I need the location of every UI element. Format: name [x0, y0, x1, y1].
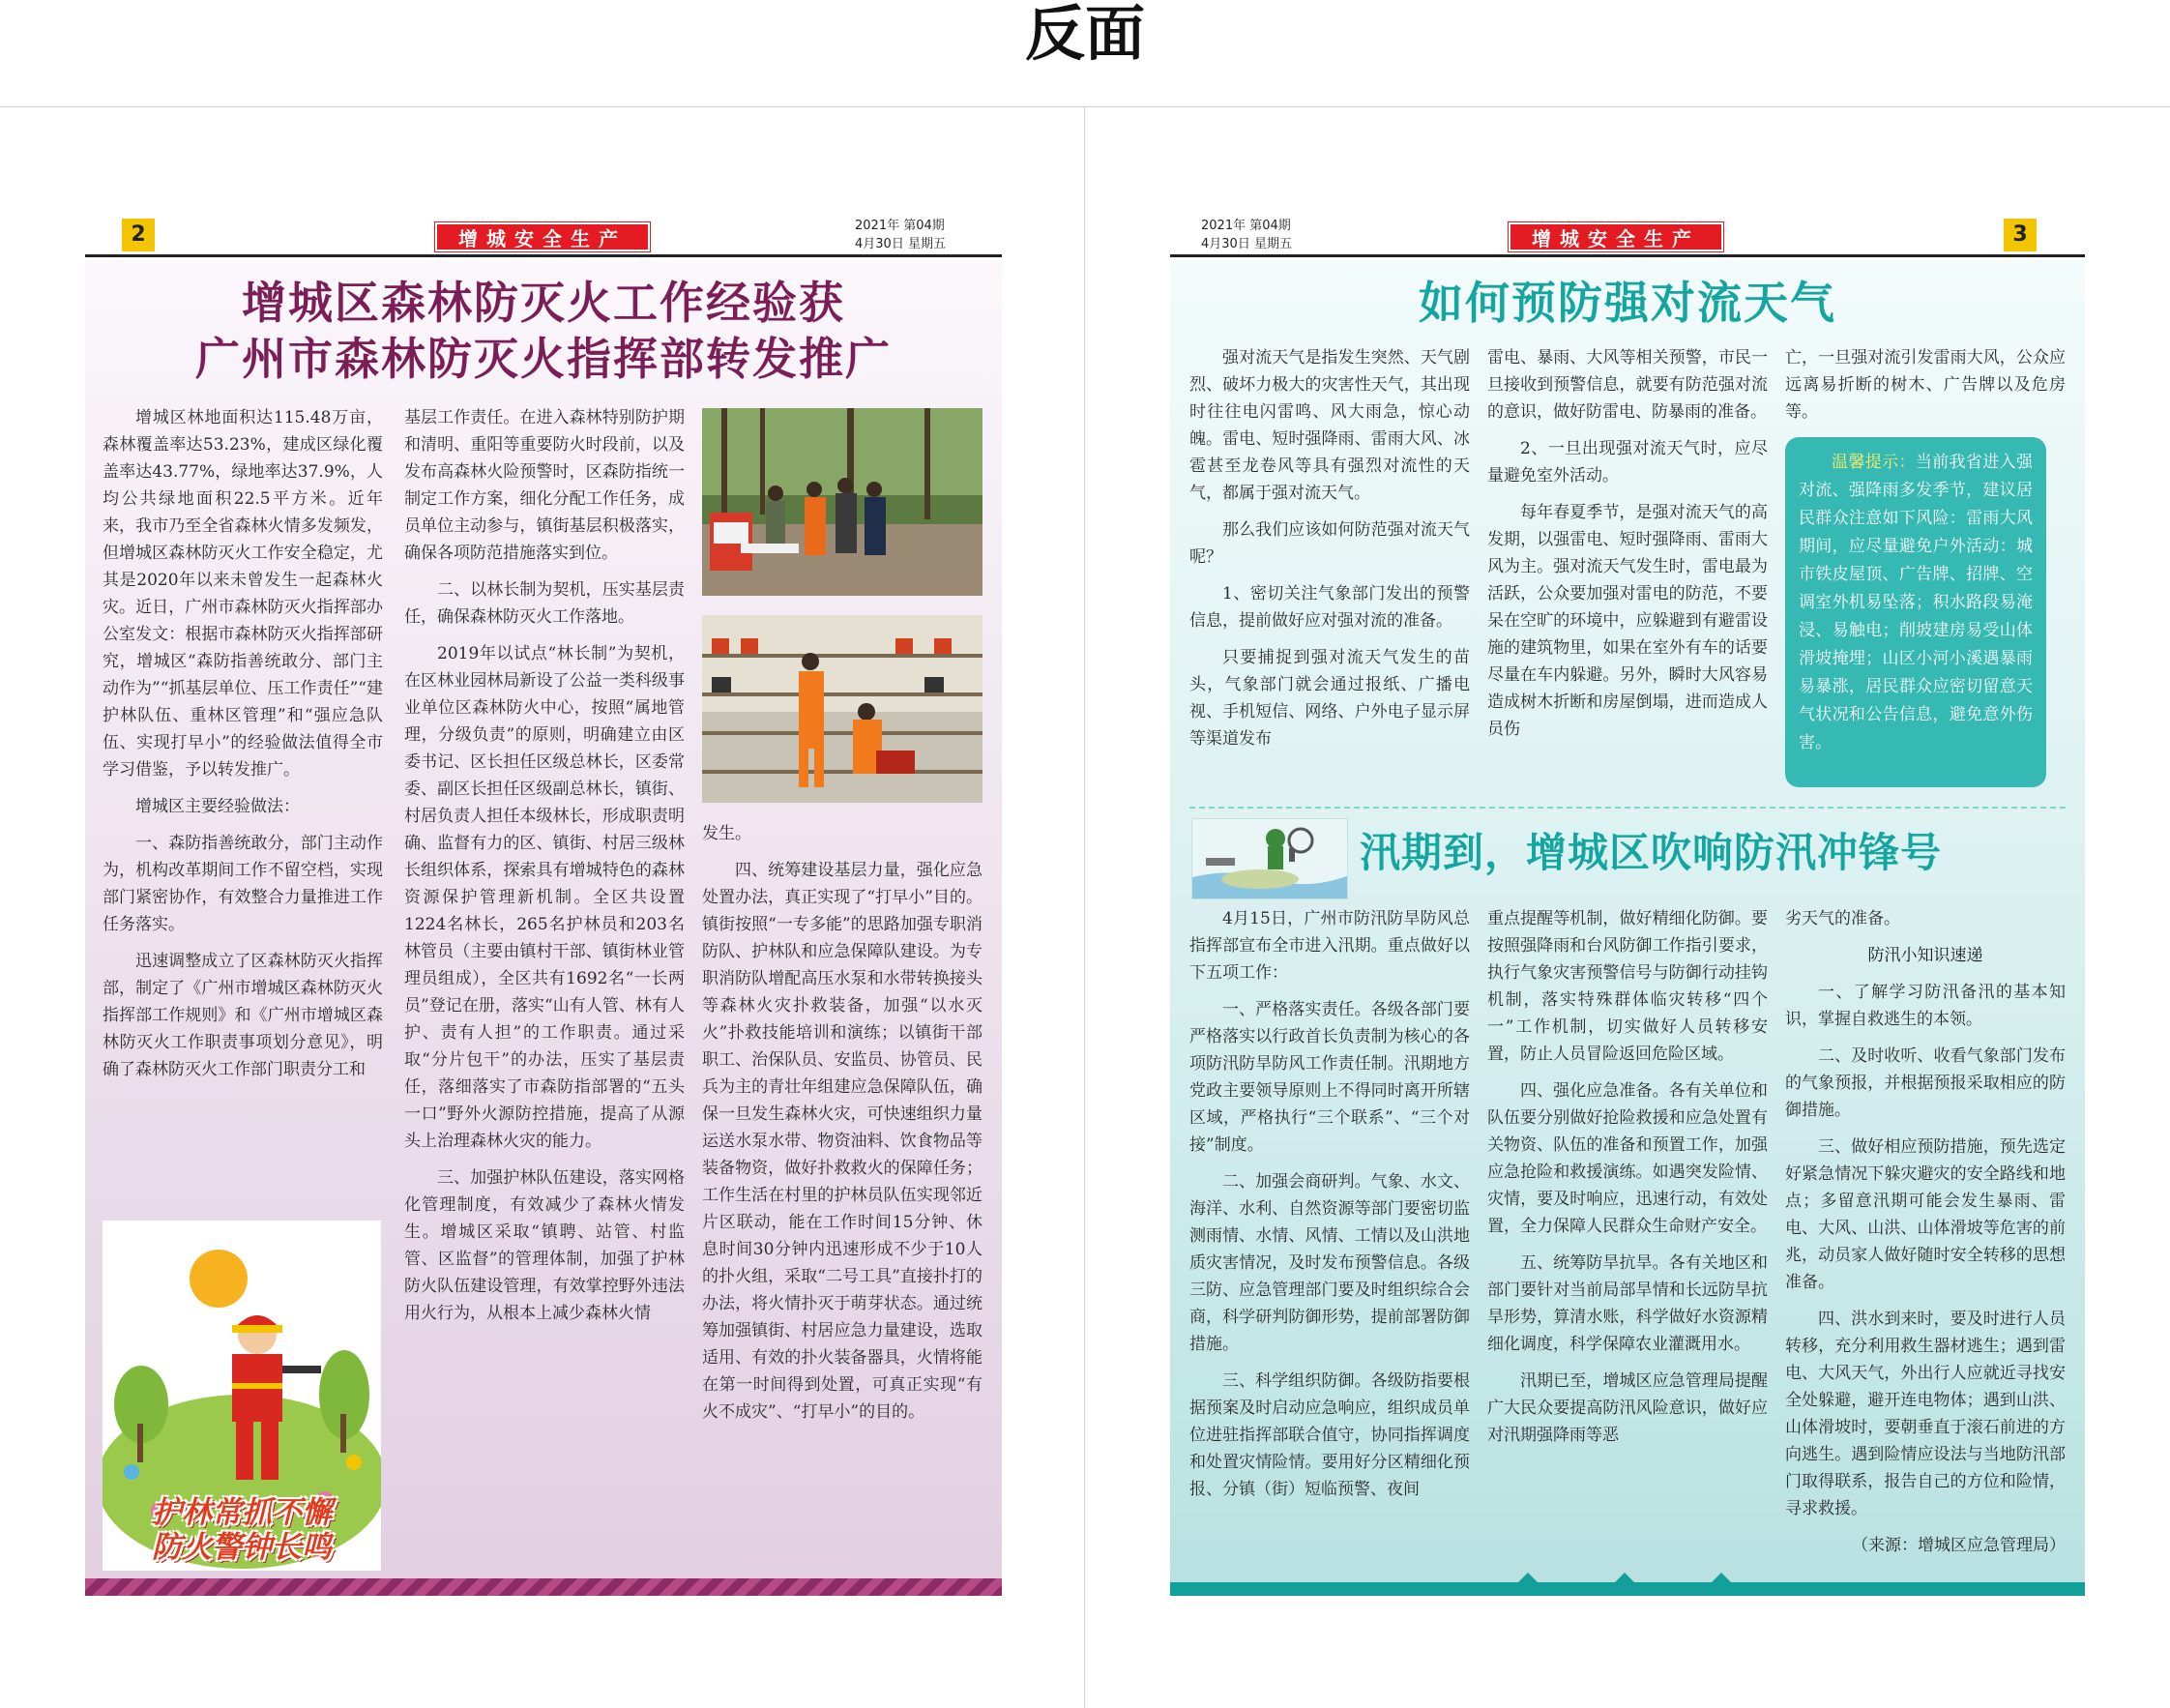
paragraph: 只要捕捉到强对流天气发生的苗头，气象部门就会通过报纸、广播电视、手机短信、网络、户外电子显示屏等渠道发布 — [1189, 648, 1470, 749]
flood-column-3 — [1785, 905, 2066, 1569]
paragraph: 基层工作责任。在进入森林特别防护期和清明、重阳等重要防火时段前，以及发布高森林火险预警时，区森防指统一制定工作方案，细化分配工作任务，成员单位主动参与，镇街基层积极落实，确保各项防范措施落实到位。 — [404, 408, 685, 563]
issue-info — [855, 217, 946, 253]
page-number: 3 — [2004, 219, 2037, 251]
issue-number: 2021年 第04期 — [855, 219, 945, 233]
title-line-1: 增城区森林防灭火工作经验获 — [242, 277, 845, 329]
article-title: 如何预防强对流天气 — [1419, 277, 1836, 329]
article-column-1 — [103, 404, 383, 1093]
paragraph: 4月15日，广州市防汛防旱防风总指挥部宣布全市进入汛期。重点做好以下五项工作： — [1189, 909, 1470, 983]
article-column-2 — [404, 404, 685, 1337]
paragraph: 2019年以试点“林长制”为契机，在区林业园林局新设了公益一类科级事业单位区森林防火中心，按照“属地管理，分级负责”的原则，明确建立由区委书记、区长担任区级总林长，区委常委、副区长担任区级副总林长，镇街、村居负责人担任本级林长，形成职责明确、监督有力的区、镇街、村居三级林长组织体系，探索具有增城特色的森林资源保护管理新机制。全区共设置1224名林长，265名护林员和203名林管员（主要由镇村干部、镇街林业管理员组成），全区共有1692名“一长两员”登记在册，落实“山有人管、林有人护、责有人担”的工作职责。通过采取“分片包干”的办法，压实了基层责任，落细落实了市森防指部署的“五头一口”野外火源防控措施，提高了从源头上治理森林火灾的能力。 — [404, 644, 685, 1151]
article-source: （来源：增城区应急管理局） — [1852, 1536, 2066, 1555]
paragraph: 一、严格落实责任。各级各部门要严格落实以行政首长负责制为核心的各项防汛防旱防风工作责任制。汛期地方党政主要领导原则上不得同时离开所辖区域，严格执行“三个联系”、“三个对接”制度。 — [1189, 1000, 1470, 1155]
article-title — [85, 275, 1002, 387]
flood-illustration — [1191, 818, 1348, 899]
paragraph: 1、密切关注气象部门发出的预警信息，提前做好应对强对流的准备。 — [1189, 584, 1470, 631]
flood-column-2 — [1487, 905, 1768, 1458]
paragraph: 二、加强会商研判。气象、水文、海洋、水利、自然资源等部门要密切监测雨情、水情、风情、工情以及山洪地质灾害情况，及时发布预警信息。各级三防、应急管理部门要及时组织综合会商，科学研判防御形势，提前部署防御措施。 — [1189, 1172, 1470, 1354]
paragraph: 二、以林长制为契机，压实基层责任，确保森林防灭火工作落地。 — [404, 580, 685, 627]
paragraph: 五、统筹防旱抗旱。各有关地区和部门要针对当前局部旱情和长远防旱抗旱形势，算清水账，科学做好水资源精细化调度，科学保障农业灌溉用水。 — [1487, 1253, 1768, 1354]
page-footer-band — [1170, 1582, 2085, 1596]
tip-text: 当前我省进入强对流、强降雨多发季节，建议居民群众注意如下风险：雷雨大风期间，应尽量避免户外活动：城市铁皮屋顶、广告牌、招牌、空调室外机易坠落；积水路段易淹浸、易触电；削坡建房易受山体滑坡掩埋；山区小河小溪遇暴雨易暴涨，居民群众应密切留意天气状况和公告信息，避免意外伤害。 — [1799, 453, 2034, 752]
paragraph: 2、一旦出现强对流天气时，应尽量避免室外活动。 — [1487, 439, 1768, 486]
knowledge-item: 三、做好相应预防措施，预先选定好紧急情况下躲灾避灾的安全路线和地点；多留意汛期可能会发生暴雨、雷电、大风、山洪、山体滑坡等危害的前兆，动员家人做好随时安全转移的思想准备。 — [1785, 1137, 2066, 1292]
weather-column-3 — [1785, 344, 2066, 435]
page-number: 2 — [122, 219, 155, 251]
paragraph: 增城区林地面积达115.48万亩，森林覆盖率达53.23%，建成区绿化覆盖率达43.77%，绿地率达37.9%，人均公共绿地面积22.5平方米。近年来，我市乃至全省森林火情多发频发，但增城区森林防灭火工作安全稳定，尤其是2020年以来未曾发生一起森林火灾。近日，广州市森林防灭火指挥部办公室发文：根据市森林防灭火指挥部研究，增城区“森防指善统敢分、部门主动作为”“抓基层单位、压工作责任”“建护林队伍、重林区管理”和“强应急队伍、实现打早小”的经验做法值得全市学习借鉴，予以转发推广。 — [103, 408, 383, 780]
paragraph: 迅速调整成立了区森林防灭火指挥部，制定了《广州市增城区森林防灭火指挥部工作规则》和《广州市增城区森林防灭火工作职责事项划分意见》，明确了森林防灭火工作部门职责分工和 — [103, 952, 383, 1079]
paragraph: 三、加强护林队伍建设，落实网格化管理制度，有效减少了森林火情发生。增城区采取“镇聘、站管、村监管、区监督”的管理体制，加强了护林防火队伍建设管理，有效掌控野外违法用火行为，从根本上减少森林火情 — [404, 1168, 685, 1323]
paragraph: 四、统筹建设基层力量，强化应急处置办法，真正实现了“打早小”目的。镇街按照“一专多能”的思路加强专职消防队、护林队和应急保障队建设。为专职消防队增配高压水泵和水带转换接头等森林火灾扑救装备，加强“以水灭火”扑救技能培训和演练；以镇街干部职工、治保队员、安监员、协管员、民兵为主的青壮年组建应急保障队伍，确保一旦发生森林火灾，可快速组织力量运送水泵水带、物资油料、饮食物品等装备物资，做好扑救救火的保障任务；工作生活在村里的护林员队伍实现邻近片区联动，能在工作时间15分钟、休息时间30分钟内迅速形成不少于10人的扑火组，采取“二号工具”直接扑打的办法，将火情扑灭于萌芽状态。通过统筹加强镇街、村居应急力量建设，选取适用、有效的扑火装备器具，火情将能在第一时间得到处置，可真正实现“有火不成灾”、“打早小”的目的。 — [702, 861, 982, 1422]
slogan-line-2: 防火警钟长鸣 — [152, 1530, 332, 1565]
paragraph: 劣天气的准备。 — [1785, 909, 1900, 928]
paragraph: 重点提醒等机制，做好精细化防御。要按照强降雨和台风防御工作指引要求，执行气象灾害预警信号与防御行动挂钩机制，落实特殊群体临灾转移“四个一”工作机制，切实做好人员转移安置，防止人员冒险返回危险区域。 — [1487, 909, 1768, 1064]
paragraph: 汛期已至，增城区应急管理局提醒广大民众要提高防汛风险意识，做好应对汛期强降雨等恶 — [1487, 1371, 1768, 1445]
flood-article-title: 汛期到，增城区吹响防汛冲锋号 — [1360, 829, 1943, 876]
fire-prevention-poster — [103, 1221, 381, 1571]
issue-number: 2021年 第04期 — [1201, 219, 1291, 233]
issue-date: 4月30日 星期五 — [1201, 237, 1292, 251]
photo-equipment-room — [702, 615, 982, 803]
article-column-3 — [702, 820, 982, 1435]
paragraph: 那么我们应该如何防范强对流天气呢？ — [1189, 520, 1470, 567]
paragraph: 一、森防指善统敢分，部门主动作为，机构改革期间工作不留空档，实现部门紧密协作，有效整合力量推进工作任务落实。 — [103, 834, 383, 934]
page-3 — [1170, 215, 2085, 1598]
paragraph: 增城区主要经验做法： — [135, 797, 300, 816]
weather-column-2 — [1487, 344, 1768, 752]
knowledge-item: 四、洪水到来时，要及时进行人员转移，充分利用救生器材逃生；遇到雷电、大风天气，外出行人应就近寻找安全处躲避，避开连电物体；遇到山洪、山体滑坡时，要朝垂直于滚石前进的方向逃生。遇到险情应设法与当地防汛部门取得联系，报告自己的方位和险情，寻求救援。 — [1785, 1310, 2066, 1518]
knowledge-item: 二、及时收听、收看气象部门发布的气象预报，并根据预报采取相应的防御措施。 — [1785, 1046, 2066, 1120]
weather-column-1 — [1189, 344, 1470, 762]
issue-info — [1201, 217, 1292, 253]
paragraph: 强对流天气是指发生突然、天气剧烈、破坏力极大的灾害性天气，其出现时往往电闪雷鸣、风大雨急，惊心动魄。雷电、短时强降雨、雷雨大风、冰雹甚至龙卷风等具有强烈对流性的天气，都属于强对流天气。 — [1189, 348, 1470, 503]
poster-slogan — [103, 1495, 381, 1565]
issue-date: 4月30日 星期五 — [855, 237, 946, 251]
masthead: 增城安全生产 — [435, 222, 650, 251]
photo-forest-patrol — [702, 408, 982, 596]
flood-column-1 — [1189, 905, 1470, 1513]
paragraph: 发生。 — [702, 824, 751, 843]
knowledge-heading: 防汛小知识速递 — [1867, 946, 1983, 965]
footer-triangle — [1712, 1573, 1731, 1582]
page-header — [85, 215, 1002, 257]
slogan-line-1: 护林常抓不懈 — [152, 1495, 332, 1530]
page-divider — [1084, 107, 1085, 1708]
section-divider — [1189, 807, 2066, 809]
footer-triangle — [1615, 1573, 1634, 1582]
paragraph: 雷电、暴雨、大风等相关预警，市民一旦接收到预警信息，就要有防范强对流的意识，做好防雷电、防暴雨的准备。 — [1487, 348, 1768, 422]
page-footer-band — [85, 1578, 1002, 1596]
masthead: 增城安全生产 — [1509, 222, 1723, 251]
tip-label: 温馨提示： — [1832, 453, 1916, 472]
footer-triangle — [1518, 1573, 1538, 1582]
paragraph: 三、科学组织防御。各级防指要根据预案及时启动应急响应，组织成员单位进驻指挥部联合值守，协同指挥调度和处置灾情险情。要用好分区精细化预报、分镇（街）短临预警、夜间 — [1189, 1371, 1470, 1499]
paragraph: 亡，一旦强对流引发雷雨大风，公众应远离易折断的树木、广告牌以及危房等。 — [1785, 348, 2066, 422]
warm-tip-box — [1785, 437, 2046, 787]
document-heading: 反面 — [1024, 0, 1145, 69]
paragraph: 四、强化应急准备。各有关单位和队伍要分别做好抢险救援和应急处置有关物资、队伍的准备和预置工作，加强应急抢险和救援演练。如遇突发险情、灾情，要及时响应，迅速行动，有效处置，全力保障人民群众生命财产安全。 — [1487, 1081, 1768, 1236]
page-2 — [85, 215, 1002, 1598]
page-header — [1170, 215, 2085, 257]
title-line-2: 广州市森林防灭火指挥部转发推广 — [195, 333, 892, 385]
knowledge-item: 一、了解学习防汛备汛的基本知识，掌握自救逃生的本领。 — [1785, 983, 2066, 1029]
paragraph: 每年春夏季节，是强对流天气的高发期，以强雷电、短时强降雨、雷雨大风为主。强对流天气发生时，雷电最为活跃，公众要加强对雷电的防范，不要呆在空旷的环境中，应躲避到有避雷设施的建筑物里，如果在室外有车的话要尽量在车内躲避。另外，瞬时大风容易造成树木折断和房屋倒塌，进而造成人员伤 — [1487, 503, 1768, 739]
